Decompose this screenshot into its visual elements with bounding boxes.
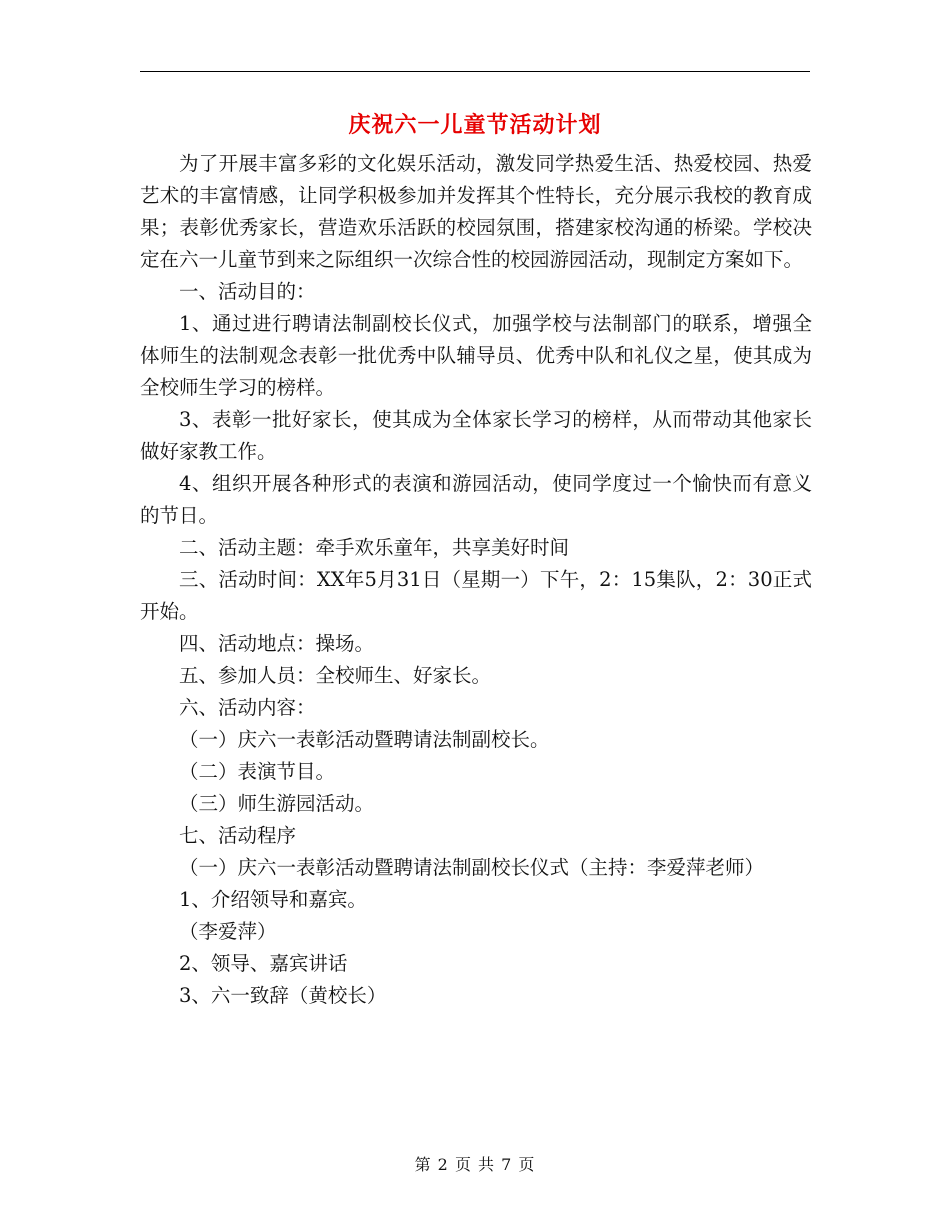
section-theme: 二、活动主题：牵手欢乐童年，共享美好时间 — [179, 536, 570, 559]
procedure-step-3: 3、六一致辞（黄校长） — [179, 984, 387, 1007]
document-body — [140, 148, 812, 1012]
section-heading-purpose: 一、活动目的： — [179, 280, 316, 303]
content-item-2: （二）表演节目。 — [179, 760, 336, 783]
section-heading-procedure: 七、活动程序 — [179, 824, 297, 847]
content-item-1: （一）庆六一表彰活动暨聘请法制副校长。 — [179, 728, 550, 751]
purpose-item-3: 3、表彰一批好家长，使其成为全体家长学习的榜样，从而带动其他家长做好家教工作。 — [140, 408, 812, 463]
document-title: 庆祝六一儿童节活动计划 — [348, 112, 602, 138]
procedure-step-1-host: （李爱萍） — [179, 920, 277, 943]
section-heading-content: 六、活动内容： — [179, 696, 316, 719]
section-location: 四、活动地点：操场。 — [179, 632, 375, 655]
procedure-part-1: （一）庆六一表彰活动暨聘请法制副校长仪式（主持：李爱萍老师） — [179, 856, 765, 879]
purpose-item-4: 4、组织开展各种形式的表演和游园活动，使同学度过一个愉快而有意义的节日。 — [140, 472, 812, 527]
header-rule — [140, 71, 810, 72]
purpose-item-1: 1、通过进行聘请法制副校长仪式，加强学校与法制部门的联系，增强全体师生的法制观念表彰一批优秀中队辅导员、优秀中队和礼仪之星，使其成为全校师生学习的榜样。 — [140, 312, 812, 399]
procedure-step-1: 1、介绍领导和嘉宾。 — [179, 888, 367, 911]
intro-paragraph: 为了开展丰富多彩的文化娱乐活动，激发同学热爱生活、热爱校园、热爱艺术的丰富情感，让同学积极参加并发挥其个性特长，充分展示我校的教育成果；表彰优秀家长，营造欢乐活跃的校园氛围，搭建家校沟通的桥梁。学校决定在六一儿童节到来之际组织一次综合性的校园游园活动，现制定方案如下。 — [140, 152, 812, 271]
section-time: 三、活动时间：XX年5月31日（星期一）下午，2：15集队，2：30正式开始。 — [140, 568, 812, 623]
procedure-step-2: 2、领导、嘉宾讲话 — [179, 952, 348, 975]
page-number-footer: 第 2 页 共 7 页 — [414, 1155, 536, 1174]
content-item-3: （三）师生游园活动。 — [179, 792, 375, 815]
section-participants: 五、参加人员：全校师生、好家长。 — [179, 664, 492, 687]
